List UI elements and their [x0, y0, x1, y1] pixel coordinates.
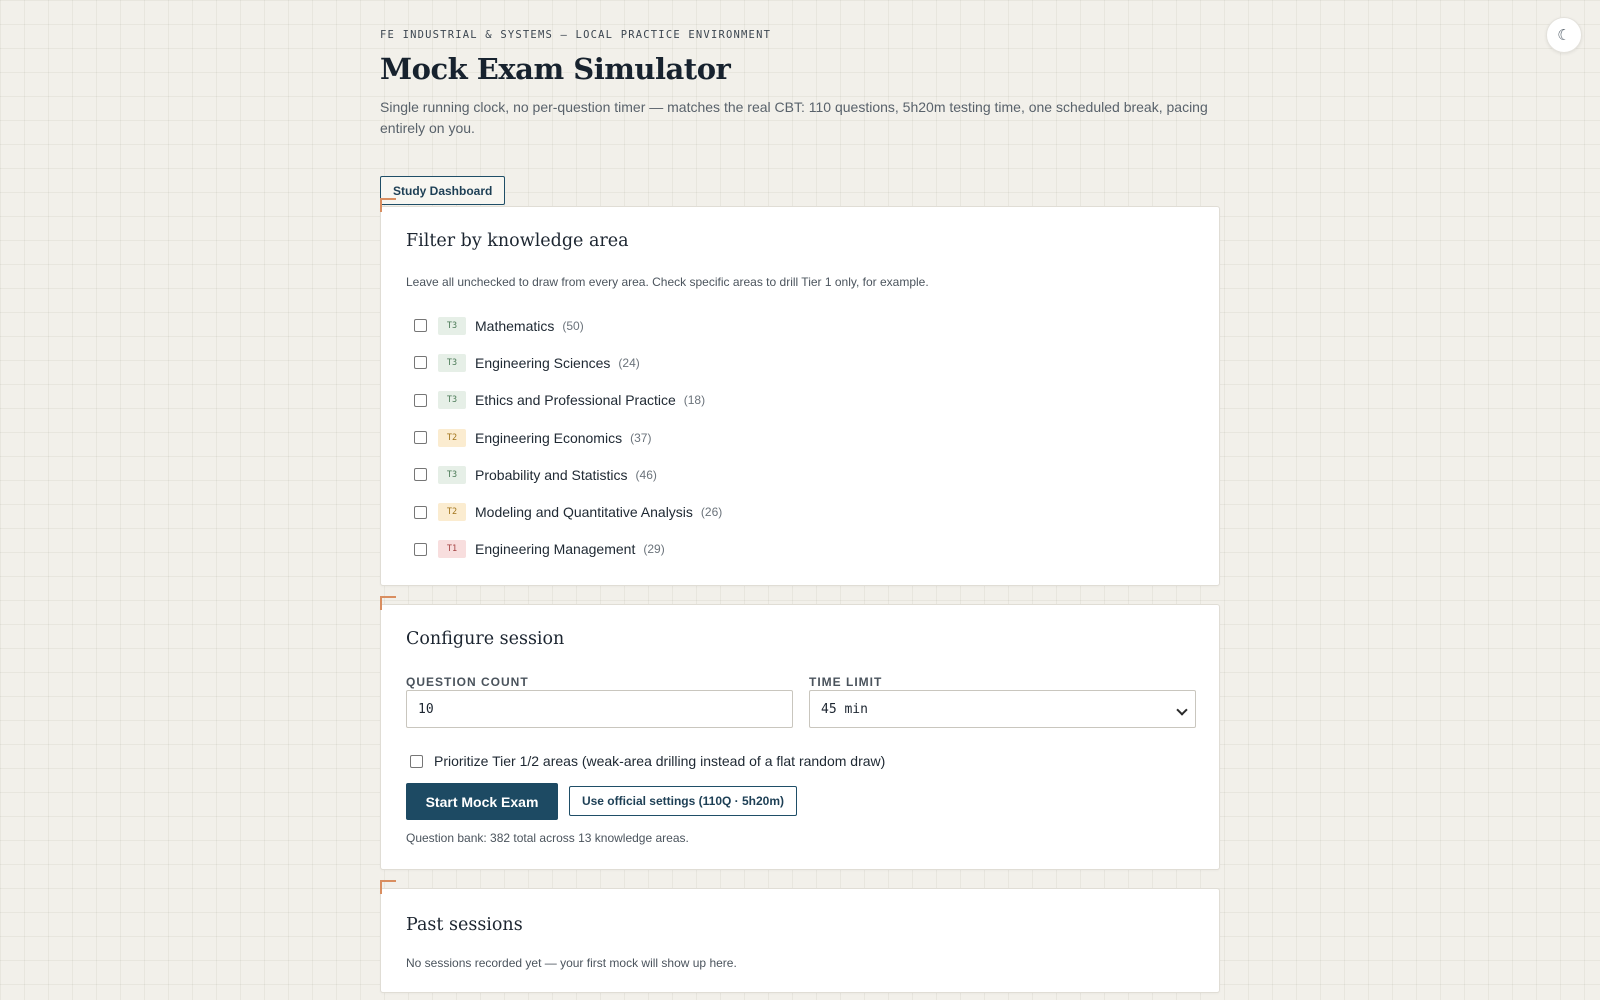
- tier-badge: T2: [438, 503, 466, 521]
- area-row-engineering-economics[interactable]: [406, 419, 1196, 456]
- theme-toggle-moon-icon[interactable]: ☾: [1546, 17, 1582, 53]
- prioritize-label: Prioritize Tier 1/2 areas (weak-area drilling instead of a flat random draw): [434, 753, 886, 769]
- question-count-label: QUESTION COUNT: [406, 675, 529, 689]
- page-title: Mock Exam Simulator: [380, 52, 731, 86]
- area-row-engineering-management[interactable]: [406, 531, 1196, 568]
- use-official-settings-button[interactable]: Use official settings (110Q · 5h20m): [569, 786, 797, 816]
- area-checkbox[interactable]: [414, 356, 427, 369]
- prioritize-checkbox[interactable]: [410, 755, 423, 768]
- filter-card: [380, 206, 1220, 586]
- prioritize-tier-option[interactable]: [410, 753, 885, 769]
- area-name: Ethics and Professional Practice: [475, 392, 676, 409]
- area-row-modeling-quantitative[interactable]: [406, 493, 1196, 530]
- configure-session-card: [380, 604, 1220, 870]
- area-count: (46): [635, 467, 657, 482]
- tier-badge: T3: [438, 354, 466, 372]
- area-count: (18): [683, 393, 706, 408]
- area-row-ethics[interactable]: [406, 382, 1196, 419]
- tier-badge: T3: [438, 317, 466, 335]
- chevron-down-icon: [1176, 704, 1187, 715]
- area-name: Engineering Management: [475, 541, 636, 558]
- study-dashboard-button[interactable]: Study Dashboard: [380, 176, 505, 205]
- area-row-probability-statistics[interactable]: [406, 456, 1196, 493]
- past-sessions-title: Past sessions: [406, 915, 523, 935]
- area-name: Modeling and Quantitative Analysis: [475, 504, 693, 521]
- page-eyebrow: FE INDUSTRIAL & SYSTEMS — LOCAL PRACTICE ENVIRONMENT: [380, 29, 772, 41]
- configure-card-title: Configure session: [406, 629, 565, 649]
- page-subtitle: Single running clock, no per-question timer — matches the real CBT: 110 questions, 5h20m testing time, one scheduled break, pacing entirely on you.: [380, 99, 1208, 136]
- area-checkbox[interactable]: [414, 394, 427, 407]
- area-checkbox[interactable]: [414, 319, 427, 332]
- area-checkbox[interactable]: [414, 506, 427, 519]
- knowledge-area-list: [406, 307, 1196, 568]
- tier-badge: T1: [438, 540, 466, 558]
- past-sessions-card: [380, 888, 1220, 993]
- area-name: Mathematics: [475, 317, 555, 334]
- area-count: (29): [643, 542, 665, 557]
- area-count: (37): [630, 430, 652, 445]
- filter-card-title: Filter by knowledge area: [406, 231, 629, 251]
- time-limit-label: TIME LIMIT: [809, 675, 883, 689]
- time-limit-select[interactable]: [809, 690, 1196, 728]
- area-count: (26): [700, 505, 723, 520]
- past-sessions-empty-note: No sessions recorded yet — your first mock will show up here.: [406, 956, 737, 970]
- area-count: (50): [562, 318, 584, 333]
- area-row-mathematics[interactable]: [406, 307, 1196, 344]
- area-row-engineering-sciences[interactable]: [406, 344, 1196, 381]
- area-name: Engineering Sciences: [475, 354, 611, 371]
- tier-badge: T3: [438, 466, 466, 484]
- tier-badge: T2: [438, 429, 466, 447]
- tier-badge: T3: [438, 391, 466, 409]
- time-limit-selected-value: 45 min: [821, 701, 868, 717]
- question-bank-note: Question bank: 382 total across 13 knowledge areas.: [406, 831, 689, 845]
- start-mock-exam-button[interactable]: Start Mock Exam: [406, 783, 558, 820]
- area-name: Engineering Economics: [475, 429, 623, 446]
- area-checkbox[interactable]: [414, 431, 427, 444]
- area-checkbox[interactable]: [414, 543, 427, 556]
- area-name: Probability and Statistics: [475, 466, 628, 483]
- filter-card-note: Leave all unchecked to draw from every area. Check specific areas to drill Tier 1 only, for example.: [406, 275, 929, 289]
- area-count: (24): [618, 355, 640, 370]
- area-checkbox[interactable]: [414, 468, 427, 481]
- question-count-input[interactable]: [406, 690, 793, 728]
